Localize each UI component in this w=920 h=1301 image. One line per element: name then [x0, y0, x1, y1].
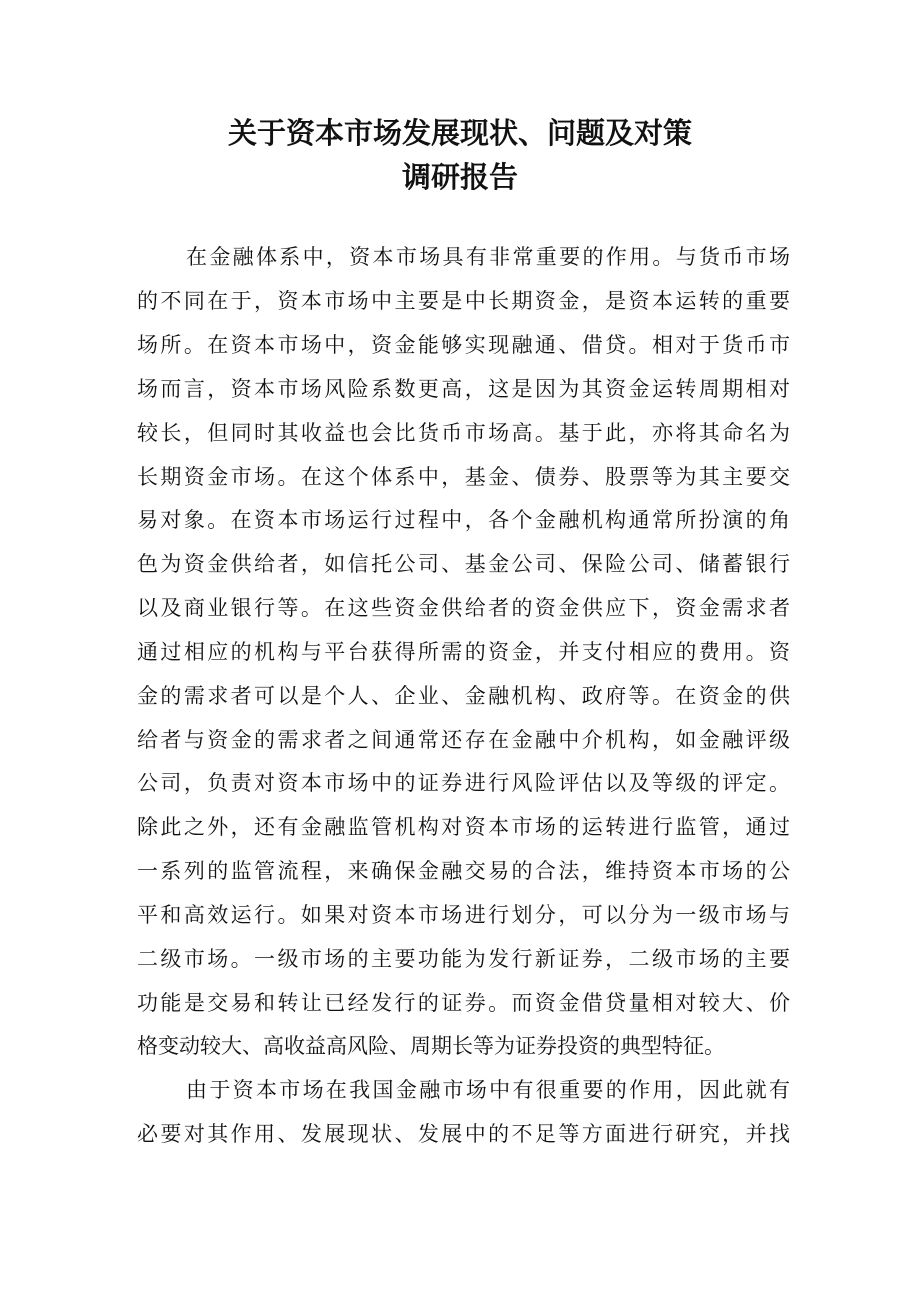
- paragraph-1-line-19: 格变动较大、高收益高风险、周期长等为证券投资的典型特征。: [137, 1034, 725, 1058]
- paragraph-2-line-1: 由于资本市场在我国金融市场中有很重要的作用，因此就有: [186, 1078, 790, 1102]
- paragraph-1-line-10: 通过相应的机构与平台获得所需的资金，并支付相应的费用。资: [137, 640, 790, 664]
- paragraph-1-line-3: 场所。在资本市场中，资金能够实现融通、借贷。相对于货币市: [137, 333, 790, 357]
- paragraph-2-line-2: 必要对其作用、发展现状、发展中的不足等方面进行研究，并找: [137, 1122, 790, 1146]
- paragraph-1-line-5: 较长，但同时其收益也会比货币市场高。基于此，亦将其命名为: [137, 421, 790, 445]
- paragraph-1-line-13: 公司，负责对资本市场中的证券进行风险评估以及等级的评定。: [137, 771, 790, 795]
- document-title-line-2: 调研报告: [401, 160, 518, 194]
- paragraph-1-line-6: 长期资金市场。在这个体系中，基金、债券、股票等为其主要交: [137, 465, 790, 489]
- paragraph-1-line-17: 二级市场。一级市场的主要功能为发行新证券，二级市场的主要: [137, 947, 790, 971]
- paragraph-1-line-11: 金的需求者可以是个人、企业、金融机构、政府等。在资金的供: [137, 684, 790, 708]
- paragraph-1-line-2: 的不同在于，资本市场中主要是中长期资金，是资本运转的重要: [137, 289, 790, 313]
- paragraph-1-line-4: 场而言，资本市场风险系数更高，这是因为其资金运转周期相对: [137, 377, 790, 401]
- paragraph-1-line-14: 除此之外，还有金融监管机构对资本市场的运转进行监管，通过: [137, 815, 790, 839]
- paragraph-1-line-12: 给者与资金的需求者之间通常还存在金融中介机构，如金融评级: [137, 728, 790, 752]
- paragraph-1-line-15: 一系列的监管流程，来确保金融交易的合法，维持资本市场的公: [137, 859, 790, 883]
- paragraph-1-line-7: 易对象。在资本市场运行过程中，各个金融机构通常所扮演的角: [137, 508, 790, 532]
- paragraph-1-line-16: 平和高效运行。如果对资本市场进行划分，可以分为一级市场与: [137, 903, 790, 927]
- paragraph-1-line-1: 在金融体系中，资本市场具有非常重要的作用。与货币市场: [186, 245, 790, 269]
- paragraph-1-line-18: 功能是交易和转让已经发行的证券。而资金借贷量相对较大、价: [137, 991, 790, 1015]
- paragraph-1-line-8: 色为资金供给者，如信托公司、基金公司、保险公司、储蓄银行: [137, 552, 790, 576]
- document-title-line-1: 关于资本市场发展现状、问题及对策: [227, 116, 692, 150]
- paragraph-1-line-9: 以及商业银行等。在这些资金供给者的资金供应下，资金需求者: [137, 596, 790, 620]
